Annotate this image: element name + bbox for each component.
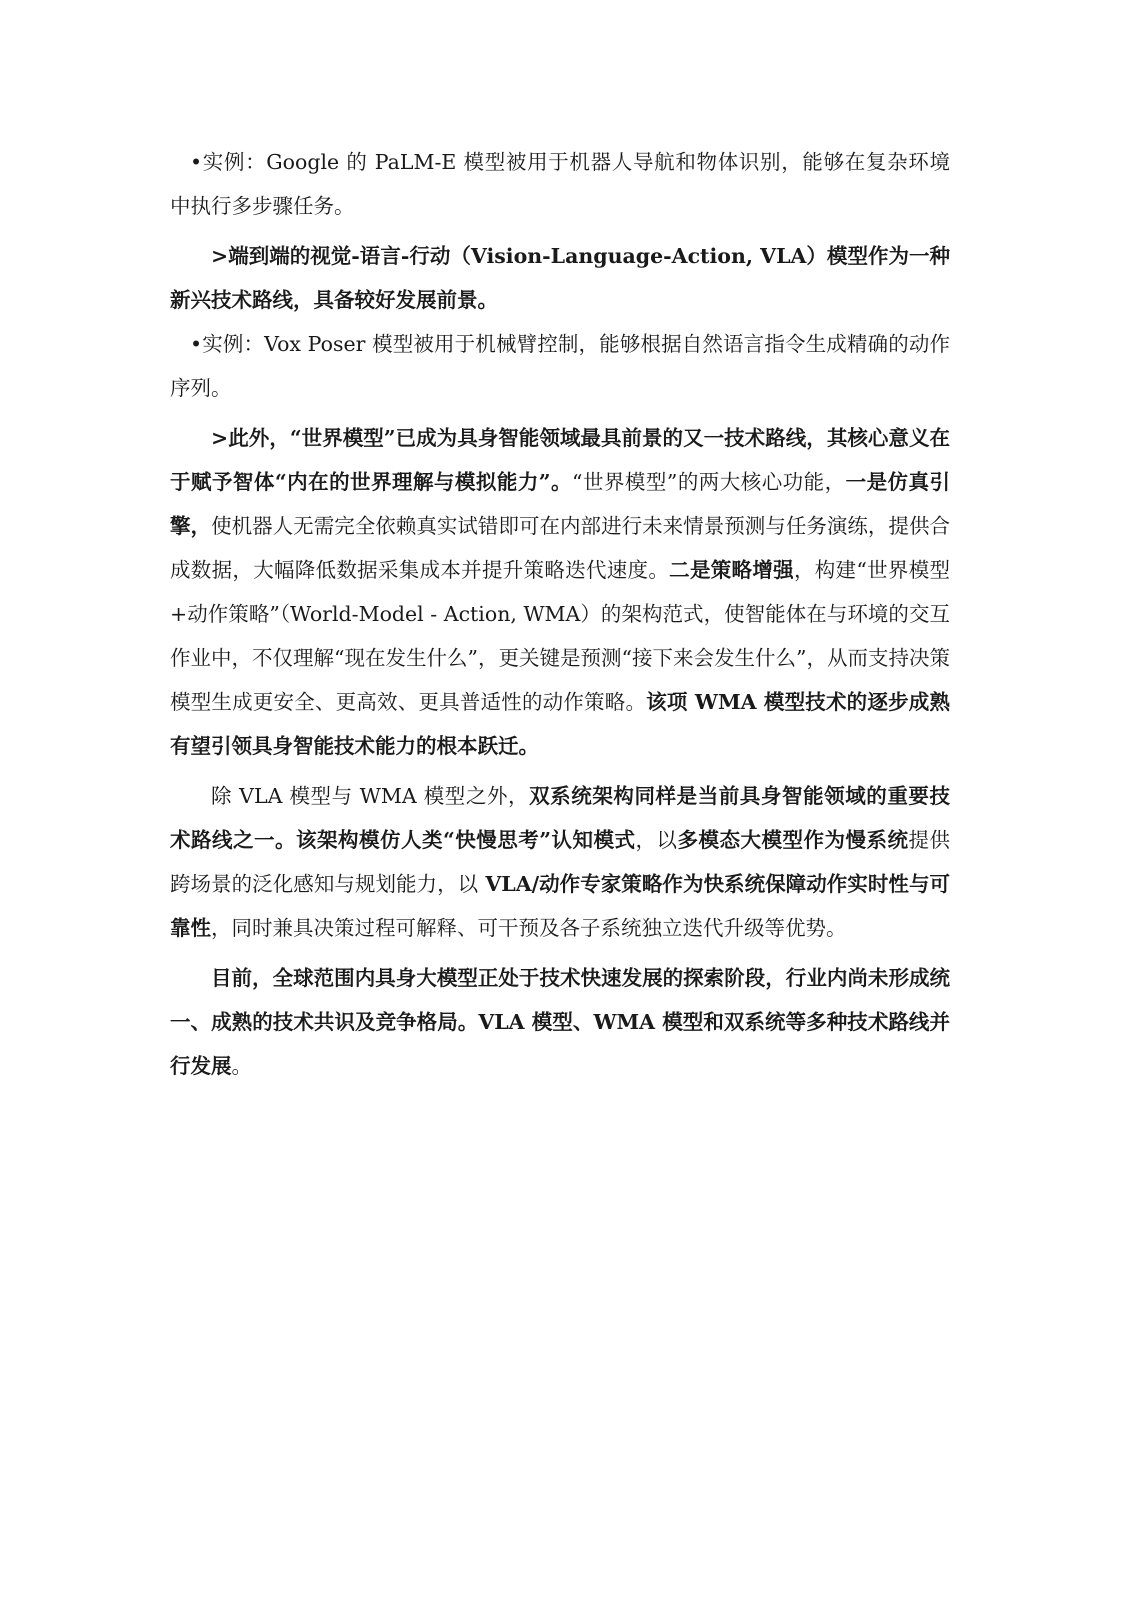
document-page: [170, 140, 950, 1088]
bold-text-segment: 二是策略增强: [669, 558, 794, 582]
text-segment: 提供跨场景的泛化感知与规划能力，以: [170, 828, 951, 896]
bold-text-segment: 双系统架构同样是当前具身智能领域的重要技术路线之一。该架构模仿人类“快慢思考”认知模式: [170, 784, 950, 852]
paragraph-example-voxposer: [170, 322, 950, 410]
text-segment: ，构建“世界模型+动作策略”（World-Model - Action, WMA）的架构范式，使智能体在与环境的交互作业中，不仅理解“现在发生什么”，更关键是预测“接下来会发生什么”，从而支持决策模型生成更安全、更高效、更具普适性的动作策略。: [170, 558, 951, 714]
text-segment: 使机器人无需完全依赖真实试错即可在内部进行未来情景预测与任务演练，提供合成数据，大幅降低数据采集成本并提升策略迭代速度。: [170, 514, 951, 582]
paragraph-current-status: [170, 956, 950, 1088]
paragraph-world-model: [170, 416, 950, 768]
text-segment: •实例：Google 的 PaLM-E 模型被用于机器人导航和物体识别，能够在复杂环境中执行多步骤任务。: [170, 150, 950, 218]
paragraph-example-palm-e: [170, 140, 950, 228]
text-segment: “世界模型”的两大核心功能，: [572, 470, 846, 494]
text-segment: ，以: [635, 828, 678, 852]
paragraph-dual-system: [170, 774, 950, 950]
text-segment: •实例：Vox Poser 模型被用于机械臂控制，能够根据自然语言指令生成精确的动作序列。: [170, 332, 950, 400]
paragraph-vla-route: [170, 234, 950, 322]
text-segment: ，同时兼具决策过程可解释、可干预及各子系统独立迭代升级等优势。: [211, 916, 847, 940]
bold-text-segment: VLA/动作专家策略作为快系统保障动作实时性与可靠性: [170, 872, 950, 940]
bold-text-segment: >端到端的视觉-语言-行动（Vision-Language-Action, VLA）模型作为一种新兴技术路线，具备较好发展前景。: [170, 244, 950, 312]
bold-text-segment: >此外，“世界模型”已成为具身智能领域最具前景的又一技术路线，其核心意义在于赋予智体“内在的世界理解与模拟能力”。: [170, 426, 950, 494]
text-segment: 除 VLA 模型与 WMA 模型之外，: [211, 784, 530, 808]
bold-text-segment: 一是仿真引擎，: [170, 470, 950, 538]
bold-text-segment: 该项 WMA 模型技术的逐步成熟有望引领具身智能技术能力的根本跃迁。: [170, 690, 950, 758]
text-segment: 。: [231, 1054, 252, 1078]
bold-text-segment: 多模态大模型作为慢系统: [677, 828, 909, 852]
bold-text-segment: 目前，全球范围内具身大模型正处于技术快速发展的探索阶段，行业内尚未形成统一、成熟的技术共识及竞争格局。VLA 模型、WMA 模型和双系统等多种技术路线并行发展: [170, 966, 950, 1078]
